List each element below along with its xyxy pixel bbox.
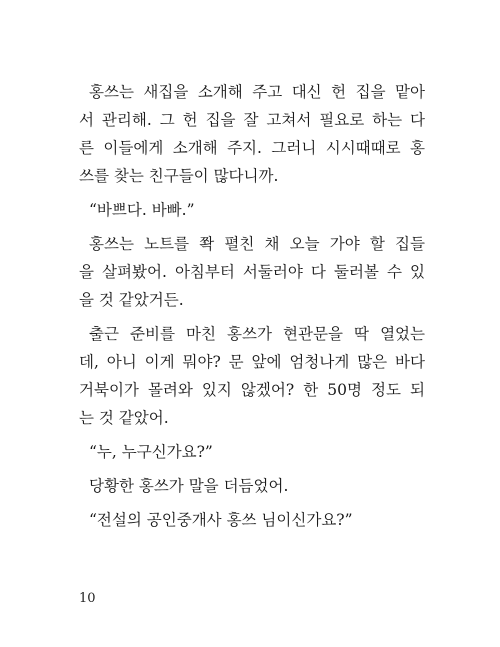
paragraph — [79, 320, 425, 432]
text-line: 을 살펴봤어. 아침부터 서둘러야 다 둘러볼 수 있 — [79, 263, 425, 281]
text-line: 쓰를 찾는 친구들이 많다니까. — [79, 167, 279, 185]
text-line: 는 것 같았어. — [79, 409, 169, 427]
paragraph — [79, 506, 425, 534]
text-line: “바쁘다. 바빠.” — [89, 201, 195, 219]
text-line: 서 관리해. 그 헌 집을 잘 고쳐서 필요로 하는 다 — [79, 111, 425, 129]
paragraph — [79, 472, 425, 500]
paragraph — [79, 230, 425, 314]
paragraph — [79, 196, 425, 224]
text-line: 데, 아니 이게 뭐야? 문 앞에 엄청나게 많은 바다 — [79, 353, 425, 371]
text-line: “전설의 공인중개사 홍쓰 님이신가요?” — [89, 511, 353, 529]
text-line: 거북이가 몰려와 있지 않겠어? 한 50명 정도 되 — [79, 381, 425, 399]
page-number: 10 — [79, 591, 96, 606]
text-line: 을 것 같았거든. — [79, 291, 184, 309]
body-text — [79, 78, 425, 540]
text-line: “누, 누구신가요?” — [89, 443, 213, 461]
paragraph — [79, 438, 425, 466]
paragraph — [79, 78, 425, 190]
text-line: 른 이들에게 소개해 주지. 그러니 시시때때로 홍 — [79, 139, 425, 157]
text-line: 출근 준비를 마친 홍쓰가 현관문을 딱 열었는 — [89, 325, 425, 343]
text-line: 당황한 홍쓰가 말을 더듬었어. — [89, 477, 289, 495]
text-line: 홍쓰는 노트를 쫙 펼친 채 오늘 가야 할 집들 — [89, 235, 425, 253]
text-line: 홍쓰는 새집을 소개해 주고 대신 헌 집을 맡아 — [89, 83, 425, 101]
